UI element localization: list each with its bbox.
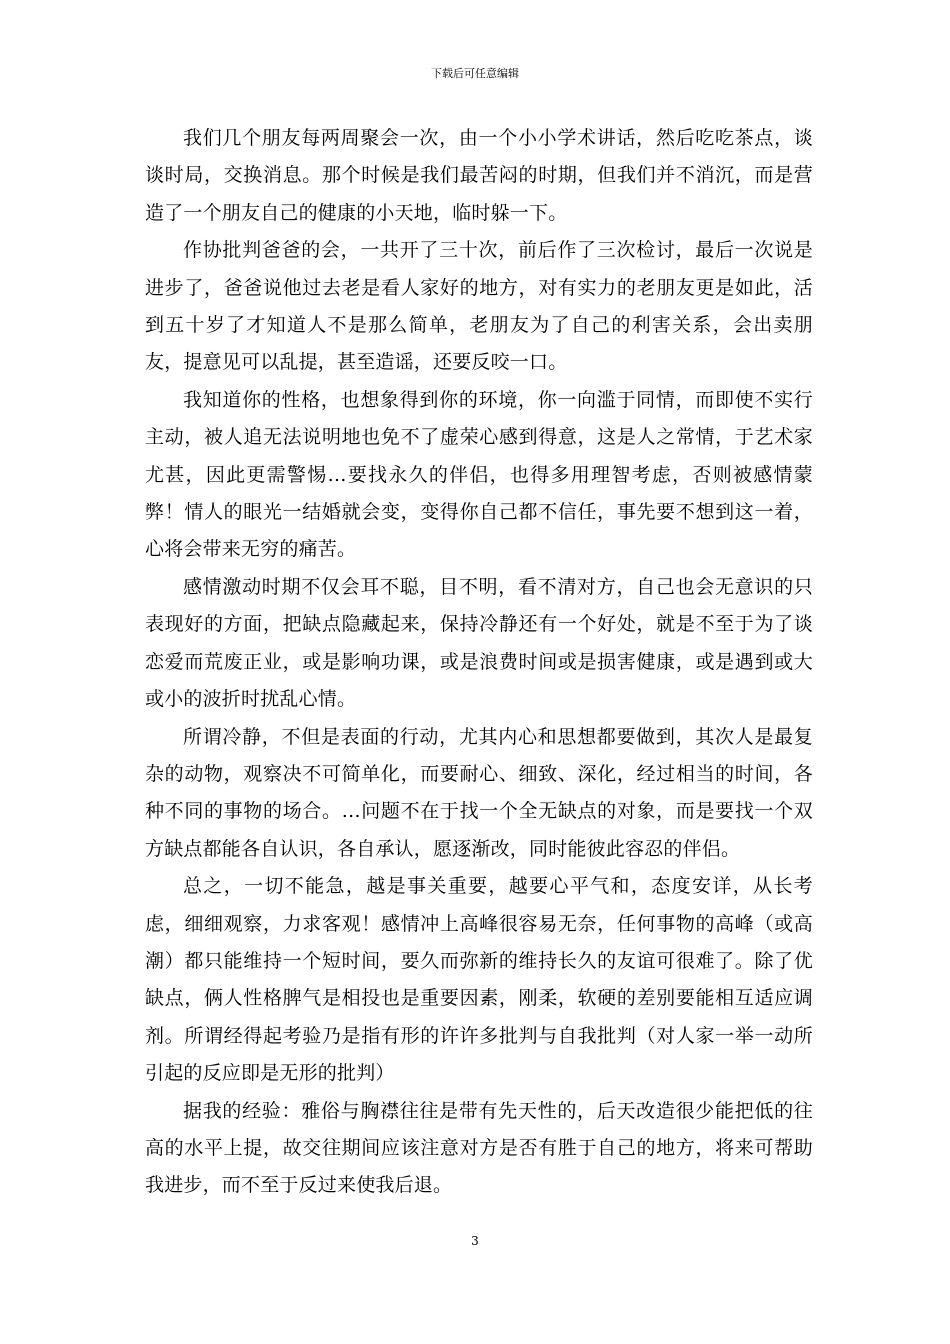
paragraph: 我知道你的性格，也想象得到你的环境，你一向滥于同情，而即使不实行主动，被人追无法说明地也免不了虚荣心感到得意，这是人之常情，于艺术家尤甚，因此更需警惕…要找永久的伴侣，也得多用理智考虑，否则被感情蒙弊！情人的眼光一结婚就会变，变得你自己都不信任，事先要不想到这一着，心将会带来无穷的痛苦。 bbox=[145, 388, 813, 561]
paragraph: 我们几个朋友每两周聚会一次，由一个小小学术讲话，然后吃吃茶点，谈谈时局，交换消息。那个时候是我们最苦闷的时期，但我们并不消沉，而是营造了一个朋友自己的健康的小天地，临时躲一下。 bbox=[145, 127, 813, 224]
paragraph: 总之，一切不能急，越是事关重要，越要心平气和，态度安详，从长考虑，细细观察，力求客观！感情冲上高峰很容易无奈，任何事物的高峰（或高潮）都只能维持一个短时间，要久而弥新的维持长久的友谊可很难了。除了优缺点，俩人性格脾气是相投也是重要因素，刚柔，软硬的差别要能相互适应调剂。所谓经得起考验乃是指有形的许许多批判与自我批判（对人家一举一动所引起的反应即是无形的批判） bbox=[145, 875, 813, 1085]
paragraph: 感情激动时期不仅会耳不聪，目不明，看不清对方，自己也会无意识的只表现好的方面，把缺点隐藏起来，保持冷静还有一个好处，就是不至于为了谈恋爱而荒废正业，或是影响功课，或是浪费时间或是损害健康，或是遇到或大或小的波折时扰乱心情。 bbox=[145, 575, 813, 711]
paragraph: 作协批判爸爸的会，一共开了三十次，前后作了三次检讨，最后一次说是进步了，爸爸说他过去老是看人家好的地方，对有实力的老朋友更是如此，活到五十岁了才知道人不是那么简单，老朋友为了自己的利害关系，会出卖朋友，提意见可以乱提，甚至造谣，还要反咬一口。 bbox=[145, 239, 813, 374]
paragraph: 所谓冷静，不但是表面的行动，尤其内心和思想都要做到，其次人是最复杂的动物，观察决不可简单化，而要耐心、细致、深化，经过相当的时间，各种不同的事物的场合。…问题不在于找一个全无缺点的对象，而是要找一个双方缺点都能各自认识，各自承认，愿逐渐改，同时能彼此容忍的伴侣。 bbox=[145, 725, 813, 860]
page-number: 3 bbox=[471, 1234, 479, 1248]
paragraph: 据我的经验：雅俗与胸襟往往是带有先天性的，后天改造很少能把低的往高的水平上提，故交往期间应该注意对方是否有胜于自己的地方，将来可帮助我进步，而不至于反过来使我后退。 bbox=[145, 1099, 813, 1197]
page-header: 下载后可任意编辑 bbox=[431, 67, 519, 80]
document-body bbox=[145, 120, 813, 1205]
